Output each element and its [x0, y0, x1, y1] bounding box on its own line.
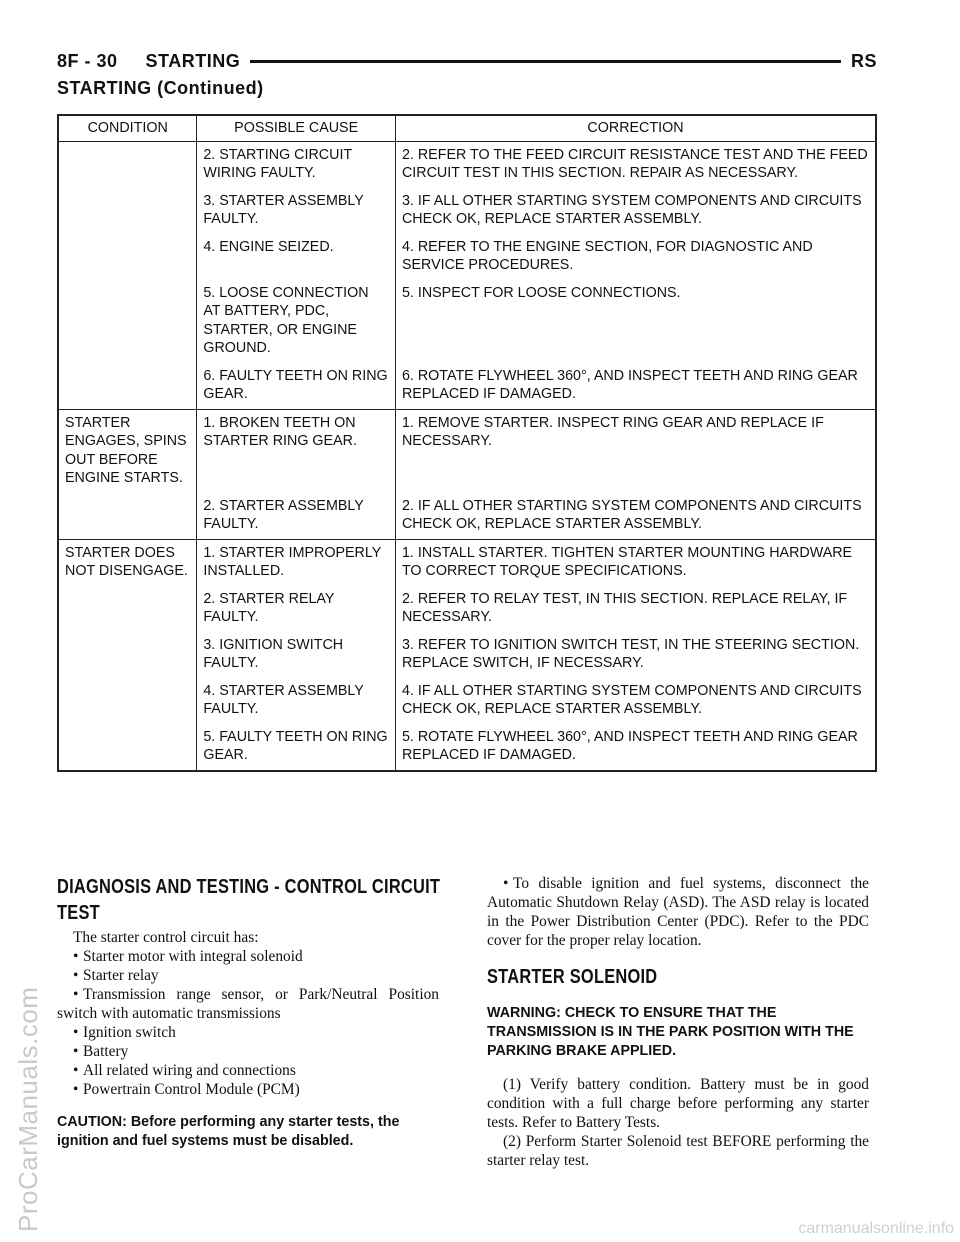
condition-cell	[58, 632, 197, 678]
condition-cell: STARTER DOES NOT DISENGAGE.	[65, 544, 188, 579]
correction-cell: 2. IF ALL OTHER STARTING SYSTEM COMPONENTS AND CIRCUITS CHECK OK, REPLACE STARTER ASSEMBLY.	[395, 493, 876, 540]
header-rule	[250, 60, 841, 63]
condition-cell	[58, 724, 197, 771]
bullet-icon: •	[73, 1081, 79, 1098]
table-row	[58, 409, 876, 493]
table-row	[58, 586, 876, 632]
table-row	[58, 188, 876, 234]
condition-cell	[58, 141, 197, 188]
bullet-icon: •	[73, 1024, 79, 1041]
caution-note: CAUTION: Before performing any starter tests, the ignition and fuel systems must be disabled.	[57, 1114, 400, 1149]
cause-cell: 4. STARTER ASSEMBLY FAULTY.	[197, 678, 396, 724]
list-item: • All related wiring and connections	[73, 1062, 296, 1079]
cause-cell: 3. STARTER ASSEMBLY FAULTY.	[197, 188, 396, 234]
cause-cell: 4. ENGINE SEIZED.	[197, 234, 396, 280]
control-circuit-heading: DIAGNOSIS AND TESTING - CONTROL CIRCUIT TEST	[57, 876, 441, 924]
correction-cell: 1. REMOVE STARTER. INSPECT RING GEAR AND REPLACE IF NECESSARY.	[395, 409, 876, 493]
list-item: • Starter motor with integral solenoid	[73, 948, 303, 965]
cause-cell: 6. FAULTY TEETH ON RING GEAR.	[197, 363, 396, 410]
condition-cell: STARTER ENGAGES, SPINS OUT BEFORE ENGINE STARTS.	[65, 414, 187, 486]
bullet-icon: •	[73, 948, 79, 965]
correction-cell: 4. REFER TO THE ENGINE SECTION, FOR DIAGNOSTIC AND SERVICE PROCEDURES.	[395, 234, 876, 280]
list-item: • Battery	[73, 1043, 129, 1060]
side-watermark: ProCarManuals.com	[12, 986, 43, 1232]
list-item: • Transmission range sensor, or Park/Neutral Position switch with automatic transmissions	[57, 986, 439, 1022]
table-row	[58, 678, 876, 724]
list-item: • To disable ignition and fuel systems, disconnect the Automatic Shutdown Relay (ASD). The ASD relay is located in the Power Distribution Center (PDC). Refer to the PDC cover for the proper relay location.	[487, 875, 869, 949]
page-number: 8F - 30	[57, 50, 118, 71]
condition-cell	[58, 280, 197, 363]
table-header-row	[58, 115, 876, 141]
correction-cell: 4. IF ALL OTHER STARTING SYSTEM COMPONENTS AND CIRCUITS CHECK OK, REPLACE STARTER ASSEMBLY.	[395, 678, 876, 724]
correction-cell: 3. IF ALL OTHER STARTING SYSTEM COMPONENTS AND CIRCUITS CHECK OK, REPLACE STARTER ASSEMBLY.	[395, 188, 876, 234]
list-item: • Starter relay	[73, 967, 159, 984]
cause-cell: 2. STARTER ASSEMBLY FAULTY.	[197, 493, 396, 540]
bottom-watermark: carmanualsonline.info	[798, 1220, 954, 1237]
correction-cell: 2. REFER TO THE FEED CIRCUIT RESISTANCE TEST AND THE FEED CIRCUIT TEST IN THIS SECTION. REPAIR AS NECESSARY.	[395, 141, 876, 188]
step-paragraph: (2) Perform Starter Solenoid test BEFORE performing the starter relay test.	[487, 1133, 869, 1169]
cause-cell: 3. IGNITION SWITCH FAULTY.	[197, 632, 396, 678]
diagnosis-table	[57, 114, 877, 772]
correction-cell: 3. REFER TO IGNITION SWITCH TEST, IN THE STEERING SECTION. REPLACE SWITCH, IF NECESSARY.	[395, 632, 876, 678]
column-header: CONDITION	[58, 115, 197, 141]
warning-note: WARNING: CHECK TO ENSURE THAT THE TRANSMISSION IS IN THE PARK POSITION WITH THE PARKING BRAKE APPLIED.	[487, 1005, 854, 1059]
condition-cell	[58, 678, 197, 724]
continued-title: STARTING (Continued)	[57, 78, 264, 98]
section-title: STARTING	[145, 50, 241, 71]
condition-cell	[58, 493, 197, 540]
left-column	[57, 874, 439, 1151]
bullet-icon: •	[73, 1062, 79, 1079]
condition-cell	[58, 188, 197, 234]
list-item: • Powertrain Control Module (PCM)	[73, 1081, 300, 1098]
table-row	[58, 280, 876, 363]
list-item: • Ignition switch	[73, 1024, 176, 1041]
page-header	[57, 46, 877, 76]
table-row	[58, 363, 876, 410]
right-column	[487, 874, 869, 1170]
correction-cell: 2. REFER TO RELAY TEST, IN THIS SECTION. REPLACE RELAY, IF NECESSARY.	[395, 586, 876, 632]
correction-cell: 5. ROTATE FLYWHEEL 360°, AND INSPECT TEETH AND RING GEAR REPLACED IF DAMAGED.	[395, 724, 876, 771]
column-header: CORRECTION	[395, 115, 876, 141]
cause-cell: 1. STARTER IMPROPERLY INSTALLED.	[197, 539, 396, 586]
table-row	[58, 234, 876, 280]
bullet-icon: •	[503, 875, 509, 892]
correction-cell: 6. ROTATE FLYWHEEL 360°, AND INSPECT TEETH AND RING GEAR REPLACED IF DAMAGED.	[395, 363, 876, 410]
table-row	[58, 493, 876, 540]
step-paragraph: (1) Verify battery condition. Battery must be in good condition with a full charge before performing any starter tests. Refer to Battery Tests.	[487, 1076, 869, 1131]
condition-cell	[58, 586, 197, 632]
bullet-icon: •	[73, 1043, 79, 1060]
correction-cell: 5. INSPECT FOR LOOSE CONNECTIONS.	[395, 280, 876, 363]
bullet-icon: •	[73, 986, 79, 1003]
starter-solenoid-heading: STARTER SOLENOID	[487, 966, 658, 988]
intro-paragraph: The starter control circuit has:	[73, 929, 259, 946]
cause-cell: 2. STARTER RELAY FAULTY.	[197, 586, 396, 632]
table-row	[58, 724, 876, 771]
bullet-icon: •	[73, 967, 79, 984]
cause-cell: 1. BROKEN TEETH ON STARTER RING GEAR.	[197, 409, 396, 493]
section-code: RS	[850, 50, 877, 71]
cause-cell: 5. LOOSE CONNECTION AT BATTERY, PDC, STARTER, OR ENGINE GROUND.	[197, 280, 396, 363]
table-row	[58, 632, 876, 678]
table-row	[58, 539, 876, 586]
condition-cell	[58, 234, 197, 280]
table-row	[58, 141, 876, 188]
condition-cell	[58, 363, 197, 410]
column-header: POSSIBLE CAUSE	[197, 115, 396, 141]
cause-cell: 2. STARTING CIRCUIT WIRING FAULTY.	[197, 141, 396, 188]
cause-cell: 5. FAULTY TEETH ON RING GEAR.	[197, 724, 396, 771]
correction-cell: 1. INSTALL STARTER. TIGHTEN STARTER MOUNTING HARDWARE TO CORRECT TORQUE SPECIFICATIONS.	[395, 539, 876, 586]
